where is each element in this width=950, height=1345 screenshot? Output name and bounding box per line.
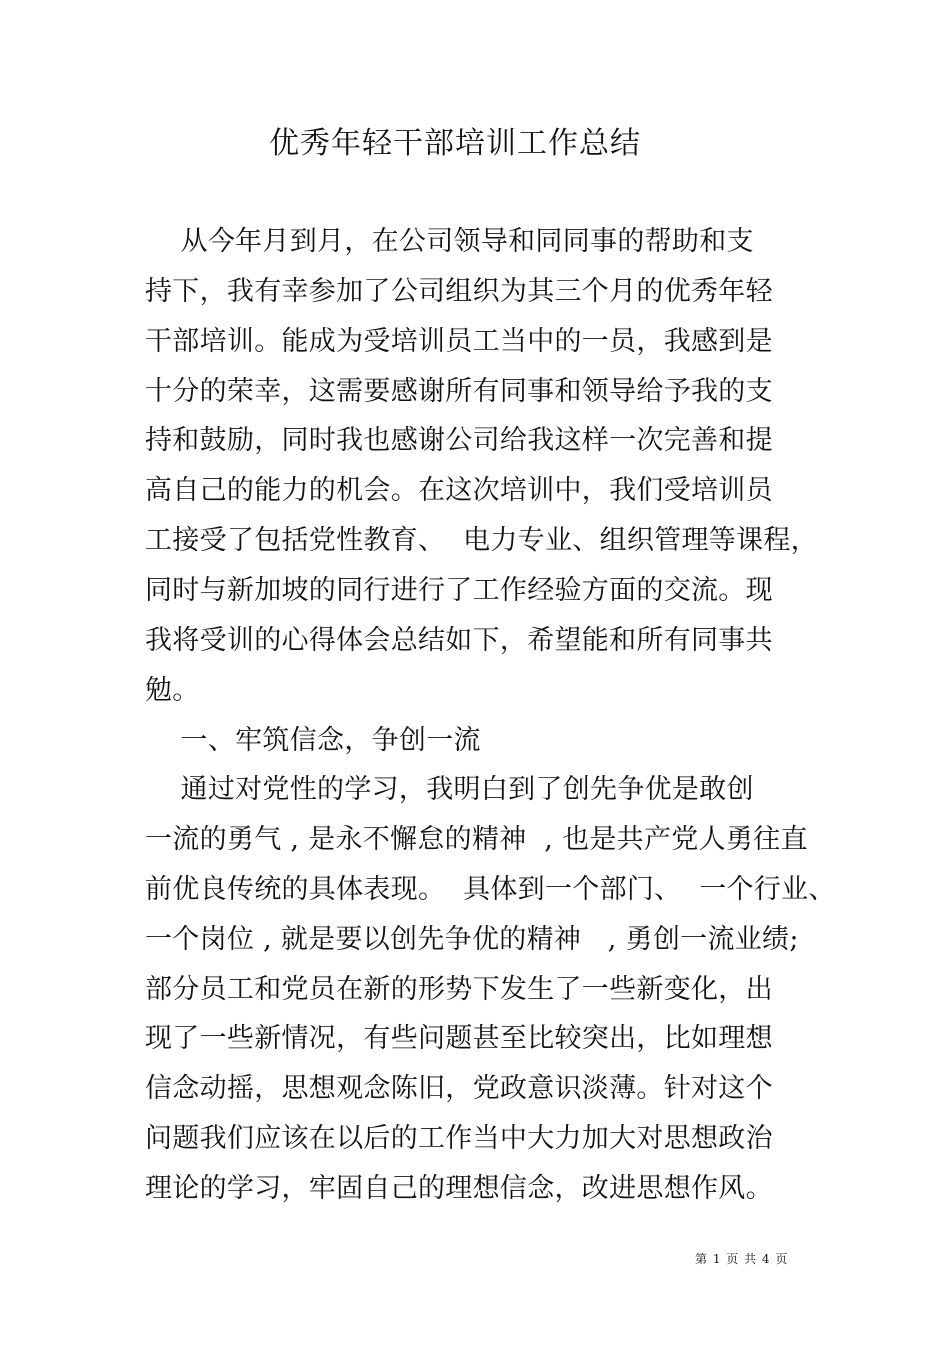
- body-line: 干部培训。能成为受培训员工当中的一员，我感到是: [145, 326, 773, 357]
- body-line: 我将受训的心得体会总结如下，希望能和所有同事共: [145, 625, 773, 656]
- body-line: 信念动摇，思想观念陈旧，党政意识淡薄。针对这个: [145, 1073, 773, 1104]
- body-line: 理论的学习，牢固自己的理想信念，改进思想作风。: [145, 1173, 773, 1204]
- body-line: 部分员工和党员在新的形势下发生了一些新变化，出: [145, 974, 773, 1005]
- body-line: 问题我们应该在以后的工作当中大力加大对思想政治: [145, 1123, 773, 1154]
- document-title: 优秀年轻干部培训工作总结: [269, 126, 641, 161]
- body-line: 十分的荣幸，这需要感谢所有同事和领导给予我的支: [145, 376, 773, 407]
- body-line: 一流的勇气 , 是永不懈怠的精神 , 也是共产党人勇往直: [145, 824, 808, 855]
- body-line: 持和鼓励，同时我也感谢公司给我这样一次完善和提: [145, 425, 773, 456]
- body-line: 勉。: [145, 675, 200, 706]
- body-line: 工接受了包括党性教育、 电力专业、组织管理等课程，: [145, 525, 818, 556]
- body-line: 现了一些新情况，有些问题甚至比较突出，比如理想: [145, 1023, 773, 1054]
- page-number: 第 1 页 共 4 页: [695, 1252, 789, 1266]
- body-line: 从今年月到月，在公司领导和同同事的帮助和支: [145, 226, 754, 257]
- body-line: 一个岗位 , 就是要以创先争优的精神 , 勇创一流业绩;: [145, 924, 799, 955]
- body-line: 高自己的能力的机会。在这次培训中，我们受培训员: [145, 475, 773, 506]
- body-line: 持下，我有幸参加了公司组织为其三个月的优秀年轻: [145, 276, 773, 307]
- body-line: 同时与新加坡的同行进行了工作经验方面的交流。现: [145, 575, 773, 606]
- body-line: 通过对党性的学习，我明白到了创先争优是敢创: [145, 774, 754, 805]
- section-heading: 一、牢筑信念，争创一流: [145, 725, 481, 756]
- body-line: 前优良传统的具体表现。 具体到一个部门、 一个行业、: [145, 874, 836, 905]
